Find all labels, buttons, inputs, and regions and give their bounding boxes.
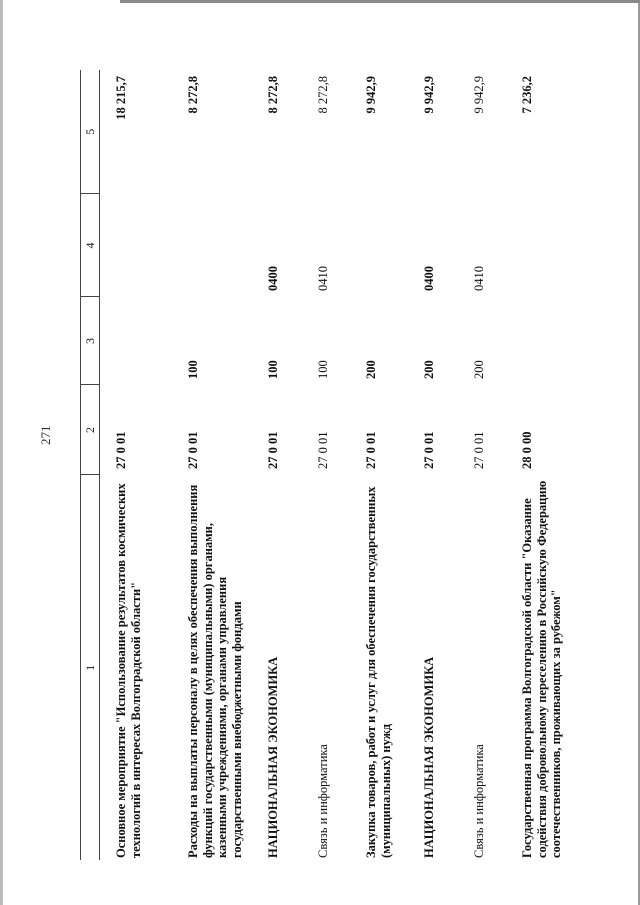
table-header-row	[81, 70, 100, 860]
header-col-3: 3	[81, 297, 100, 385]
table-row	[364, 70, 422, 860]
row-amount: 9 942,9	[422, 76, 436, 114]
row-target-code: 27 0 01	[266, 431, 280, 469]
row-amount: 8 272,8	[316, 76, 330, 114]
row-section	[186, 194, 266, 297]
row-expense-type: 100	[186, 360, 200, 379]
row-section: 0400	[422, 266, 436, 291]
row-target-code: 27 0 01	[316, 431, 330, 469]
table-row	[266, 70, 316, 860]
row-section: 0400	[266, 266, 280, 291]
row-section: 0410	[472, 266, 486, 291]
row-target-code: 28 0 00	[520, 431, 534, 469]
scan-top-shadow	[120, 0, 640, 3]
header-gap	[100, 70, 115, 860]
row-amount: 9 942,9	[472, 76, 486, 114]
row-target-code: 27 0 01	[472, 431, 486, 469]
row-amount: 8 272,8	[186, 76, 200, 114]
row-amount: 18 215,7	[114, 76, 128, 120]
row-amount: 8 272,8	[266, 76, 280, 114]
header-col-4: 4	[81, 194, 100, 297]
header-col-5: 5	[81, 70, 100, 194]
table-row	[114, 70, 186, 860]
row-name: Расходы на выплаты персоналу в целях обеспечения выполнения функций государственными (муниципальными) органами, казенными учреждениями, органами управления государственными внебюджетными фондами	[186, 484, 244, 858]
row-amount: 7 236,2	[520, 76, 534, 114]
row-name: НАЦИОНАЛЬНАЯ ЭКОНОМИКА	[266, 656, 280, 858]
row-target-code: 27 0 01	[422, 431, 436, 469]
row-section	[364, 194, 422, 297]
row-name: Связь и информатика	[316, 744, 330, 858]
row-expense-type: 200	[422, 360, 436, 379]
table-row	[316, 70, 364, 860]
row-target-code: 27 0 01	[114, 431, 128, 469]
row-expense-type: 100	[266, 360, 280, 379]
budget-table	[80, 70, 564, 860]
row-expense-type: 200	[472, 360, 486, 379]
table-row	[472, 70, 520, 860]
table-row	[422, 70, 472, 860]
row-name: НАЦИОНАЛЬНАЯ ЭКОНОМИКА	[422, 656, 436, 858]
row-expense-type: 200	[364, 360, 378, 379]
row-expense-type: 100	[316, 360, 330, 379]
row-section	[520, 194, 564, 297]
row-target-code: 27 0 01	[364, 431, 378, 469]
row-target-code: 27 0 01	[186, 431, 200, 469]
row-expense-type	[114, 297, 186, 385]
row-name: Государственная программа Волгоградской области "Оказание содействия добровольному переселению в Российскую Федерацию соотечественников, проживающих за рубежом"	[520, 480, 563, 858]
row-section	[114, 194, 186, 297]
row-name: Закупка товаров, работ и услуг для обеспечения государственных (муниципальных) нужд	[364, 486, 393, 858]
header-col-1: 1	[81, 475, 100, 860]
row-amount: 9 942,9	[364, 76, 378, 114]
row-expense-type	[520, 297, 564, 385]
page-number: 271	[38, 425, 53, 445]
row-name: Основное мероприятие "Использование результатов космических технологий в интересах Волгоградской области"	[114, 483, 143, 858]
budget-table-rotated	[80, 70, 620, 860]
table-row	[186, 70, 266, 860]
row-name: Связь и информатика	[472, 744, 486, 858]
row-section: 0410	[316, 266, 330, 291]
table-row	[520, 70, 564, 860]
header-col-2: 2	[81, 385, 100, 475]
